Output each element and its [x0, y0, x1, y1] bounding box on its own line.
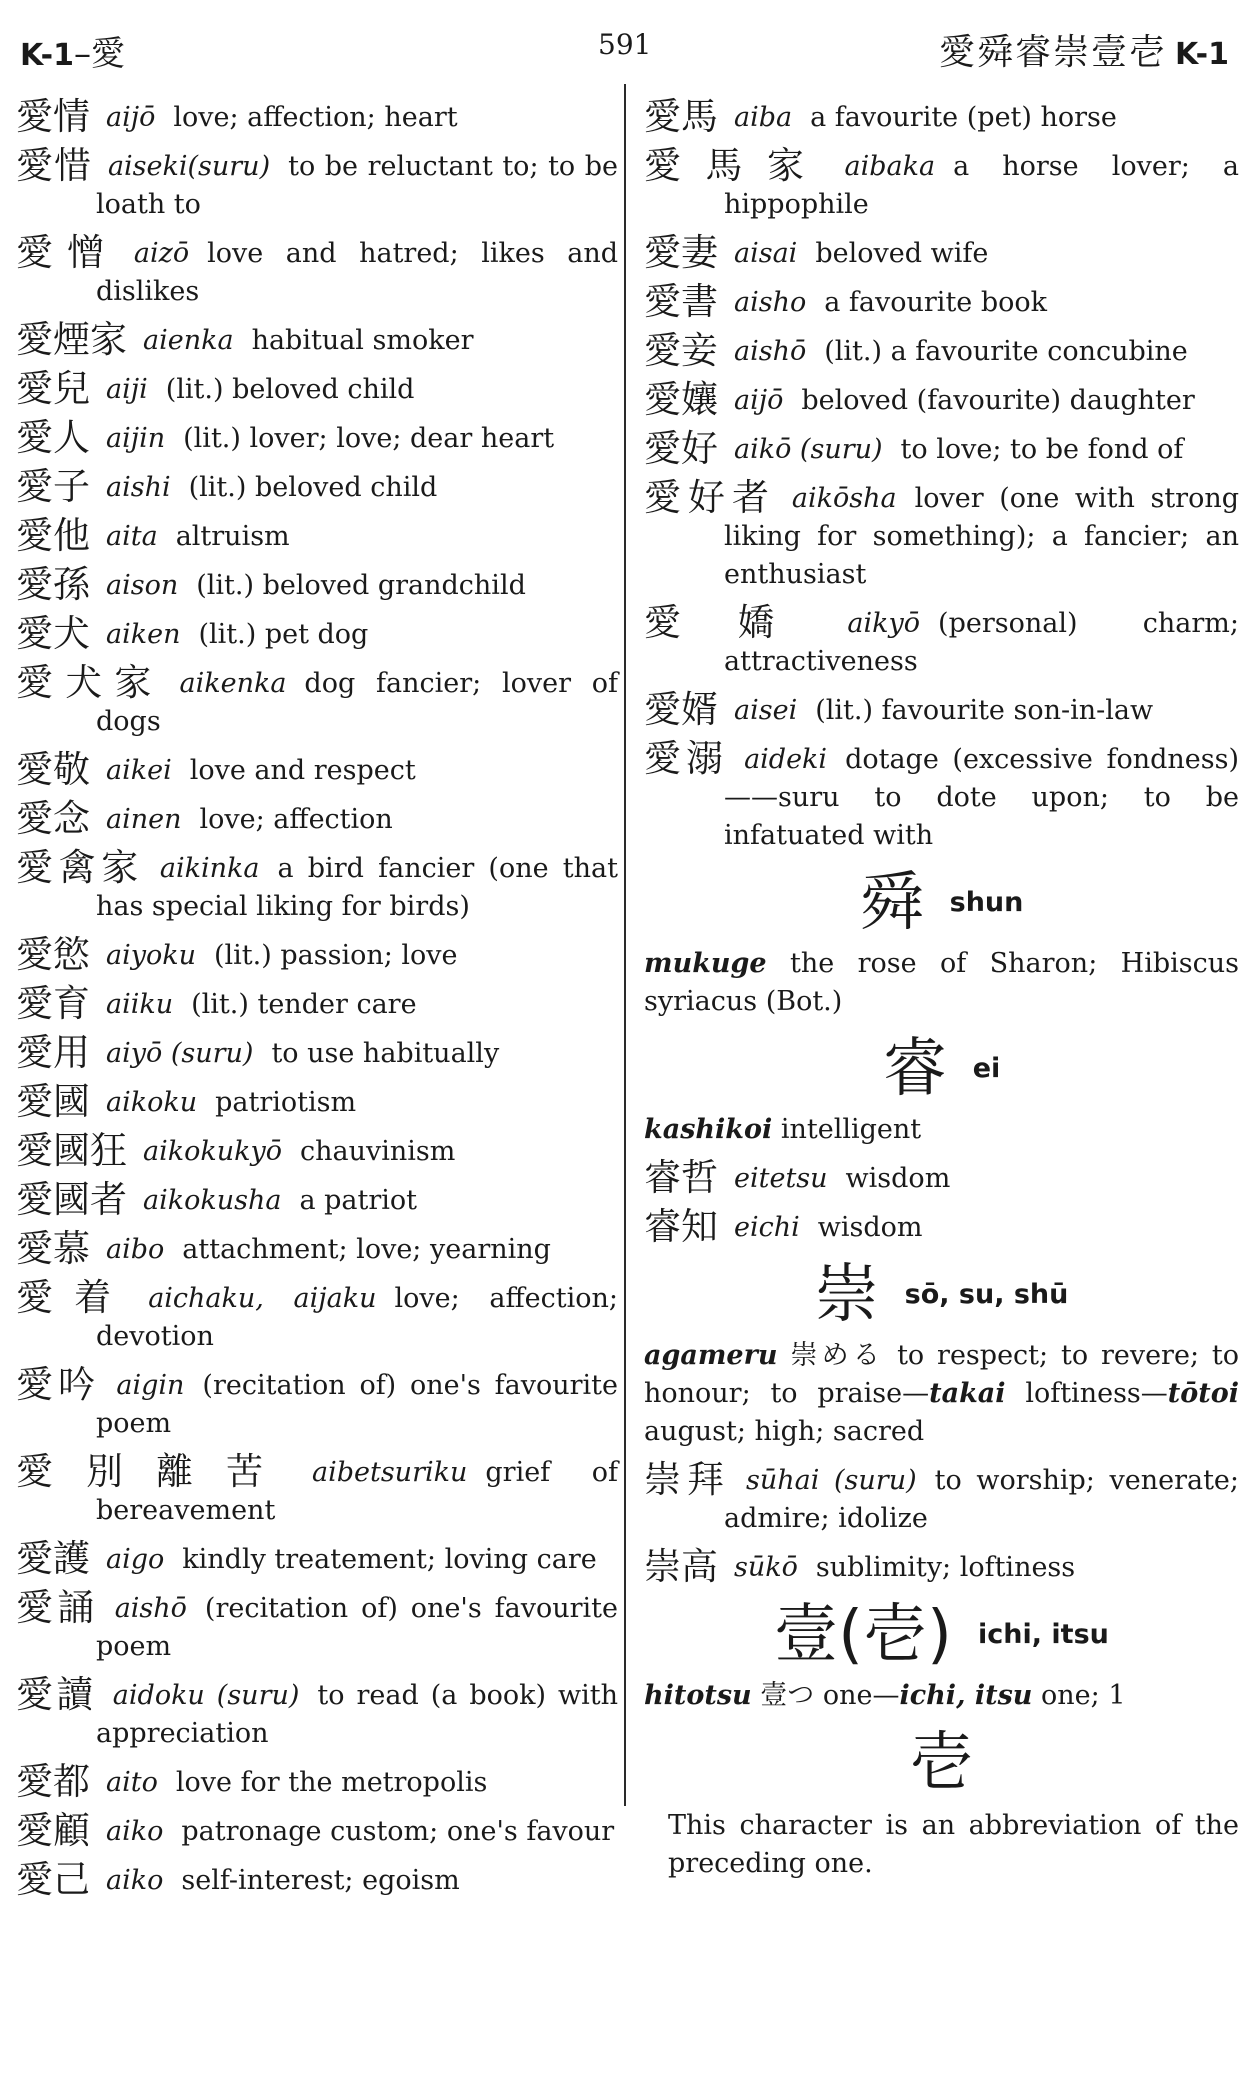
character-heading-ei [644, 1033, 1239, 1105]
entry-reading: eitetsu [734, 1163, 828, 1194]
kun-word: kashikoi [644, 1114, 773, 1145]
entry-kanji: 愛妾 [644, 329, 718, 372]
dictionary-entry [16, 748, 618, 791]
entry-kanji: 愛孃 [644, 378, 718, 421]
dictionary-entry [16, 95, 618, 138]
entry-reading: aideki [744, 744, 828, 775]
entry-kanji: 愛嬌 [644, 601, 832, 644]
entry-kanji: 愛着 [16, 1276, 133, 1319]
dictionary-entry [16, 1178, 618, 1221]
definition-text: intelligent [780, 1114, 922, 1145]
entry-reading: aikokusha [143, 1185, 282, 1216]
kun-word: hitotsu [644, 1680, 752, 1711]
page-number: 591 [598, 28, 652, 61]
dictionary-entry [644, 231, 1239, 274]
entry-definition: (lit.) beloved child [165, 374, 415, 405]
entry-definition: a horse lover; a hippophile [724, 151, 1239, 220]
entry-reading: aikō (suru) [734, 434, 883, 465]
entry-reading: aibaka [844, 151, 936, 182]
entry-reading: aishi [106, 472, 171, 503]
kun-word-kanji: 壹つ [760, 1680, 815, 1711]
entry-kanji: 愛犬家 [16, 661, 164, 704]
entry-definition: love; affection [199, 804, 393, 835]
entry-reading: aita [106, 521, 158, 552]
entry-kanji: 愛人 [16, 416, 90, 459]
entry-kanji: 愛兒 [16, 367, 90, 410]
headword-character: 睿 [882, 1032, 947, 1106]
kun-word: mukuge [644, 948, 767, 979]
dictionary-entry [644, 1156, 1239, 1199]
header-right-guide [939, 24, 1229, 75]
headword-character: 崇 [814, 1258, 879, 1332]
character-definition [644, 945, 1239, 1021]
entry-reading: aibo [106, 1234, 165, 1265]
dictionary-entry [16, 1673, 618, 1753]
entry-reading: aiko [106, 1816, 164, 1847]
entry-definition: love and respect [189, 755, 416, 786]
entry-definition: (lit.) favourite son-in-law [815, 695, 1154, 726]
dictionary-entry [16, 1858, 618, 1901]
dictionary-entry [16, 563, 618, 606]
dictionary-entry [16, 612, 618, 655]
entry-definition: to read (a book) with appreciation [96, 1680, 618, 1749]
dictionary-entry [16, 1809, 618, 1852]
kun-word: agameru [644, 1340, 778, 1371]
headword-variant: (壱) [838, 1598, 953, 1672]
entry-kanji: 愛敬 [16, 748, 90, 791]
dictionary-entry [16, 1760, 618, 1803]
entry-reading: aiyō (suru) [106, 1038, 254, 1069]
entry-kanji: 愛誦 [16, 1586, 99, 1629]
dictionary-entry [16, 416, 618, 459]
entry-definition: love and hatred; likes and dislikes [96, 238, 618, 307]
entry-definition: chauvinism [299, 1136, 456, 1167]
entry-reading: aisei [734, 695, 798, 726]
entry-definition: (lit.) lover; love; dear heart [183, 423, 555, 454]
entry-kanji: 愛孫 [16, 563, 90, 606]
entry-definition: grief of bereavement [96, 1457, 618, 1526]
entry-kanji: 愛禽家 [16, 846, 144, 889]
entry-kanji: 愛溺 [644, 737, 729, 780]
entry-reading: aizō [133, 238, 190, 269]
entry-definition: (personal) charm; attractiveness [724, 608, 1240, 677]
entry-reading: aikokukyō [143, 1136, 282, 1167]
entry-definition: love; affection; devotion [96, 1283, 618, 1352]
entry-reading: aigo [106, 1544, 165, 1575]
dictionary-entry [16, 514, 618, 557]
entry-definition: to use habitually [271, 1038, 500, 1069]
entry-definition: (lit.) passion; love [214, 940, 458, 971]
page-header [0, 0, 1257, 80]
headword-character: 舜 [859, 866, 924, 940]
entry-reading: aiseki(suru) [107, 151, 271, 182]
entry-definition: dotage (excessive fondness) ——suru to dote upon; to be infatuated with [724, 744, 1239, 851]
dictionary-entry [16, 661, 618, 741]
character-definition [644, 1111, 1239, 1149]
entry-kanji: 愛顧 [16, 1809, 90, 1852]
entry-kanji: 愛國狂 [16, 1129, 127, 1172]
entry-definition: sublimity; loftiness [815, 1552, 1076, 1583]
column-divider [624, 84, 626, 1806]
character-definition [644, 1677, 1239, 1715]
dictionary-entry [16, 1450, 618, 1530]
dictionary-entry [16, 1129, 618, 1172]
entry-reading: aijō [734, 385, 784, 416]
entry-definition: beloved (favourite) daughter [801, 385, 1195, 416]
entry-reading: aienka [143, 325, 234, 356]
definition-text-2: loftiness— [1025, 1378, 1168, 1409]
entry-definition: to worship; venerate; admire; idolize [724, 1465, 1239, 1534]
entry-kanji: 愛犬 [16, 612, 90, 655]
entry-reading: aisho [734, 287, 807, 318]
entry-kanji: 愛慾 [16, 933, 90, 976]
definition-text-3: august; high; sacred [644, 1416, 925, 1447]
entry-reading: aichaku, aijaku [148, 1283, 377, 1314]
entry-reading: sūkō [734, 1552, 798, 1583]
entry-definition: patronage custom; one's favour [181, 1816, 615, 1847]
character-heading-su [644, 1259, 1239, 1331]
dictionary-entry [16, 1276, 618, 1356]
entry-definition: a favourite book [824, 287, 1048, 318]
entry-kanji: 愛子 [16, 465, 90, 508]
entry-definition: kindly treatement; loving care [182, 1544, 597, 1575]
entry-kanji: 愛國 [16, 1080, 90, 1123]
headword-reading: shun [949, 887, 1024, 918]
entry-kanji: 愛慕 [16, 1227, 90, 1270]
entry-kanji: 愛馬 [644, 95, 718, 138]
entry-kanji: 愛馬家 [644, 144, 829, 187]
dictionary-entry [644, 688, 1239, 731]
entry-reading: aijō [106, 102, 156, 133]
entry-definition: (recitation of) one's favourite poem [96, 1593, 618, 1662]
dictionary-entry [644, 95, 1239, 138]
entry-reading: aidoku (suru) [112, 1680, 300, 1711]
entry-kanji: 睿知 [644, 1205, 718, 1248]
header-left-guide [20, 26, 125, 75]
dictionary-entry [16, 1363, 619, 1443]
entry-reading: aikei [106, 755, 172, 786]
dictionary-entry [644, 1205, 1239, 1248]
entry-reading: aiko [106, 1865, 164, 1896]
dictionary-entry [16, 933, 618, 976]
dictionary-entry [644, 280, 1239, 323]
dictionary-entry [16, 231, 618, 311]
entry-reading: aisai [734, 238, 798, 269]
character-heading-ichi [644, 1599, 1239, 1671]
entry-kanji: 愛育 [16, 982, 90, 1025]
entry-definition: habitual smoker [251, 325, 474, 356]
entry-kanji: 愛別離苦 [16, 1450, 296, 1493]
entry-definition: love for the metropolis [175, 1767, 488, 1798]
entry-kanji: 愛他 [16, 514, 90, 557]
dictionary-entry [644, 737, 1239, 855]
entry-definition: (lit.) tender care [191, 989, 417, 1020]
entry-reading: aishō [114, 1593, 187, 1624]
entry-reading: aijin [106, 423, 166, 454]
definition-text: to respect; to revere; to honour; to praise— [644, 1340, 1240, 1409]
dictionary-entry [16, 1227, 618, 1270]
dictionary-entry [16, 1586, 618, 1666]
dictionary-entry [16, 982, 618, 1025]
left-column [16, 95, 619, 1910]
entry-reading: aison [106, 570, 179, 601]
dictionary-entry [644, 427, 1239, 470]
right-column [644, 95, 1240, 1883]
entry-reading: ainen [106, 804, 182, 835]
kun-word-2: ichi, itsu [899, 1680, 1033, 1711]
entry-reading: aikinka [159, 853, 260, 884]
entry-kanji: 愛都 [16, 1760, 90, 1803]
entry-definition: (lit.) a favourite concubine [824, 336, 1188, 367]
entry-kanji: 愛書 [644, 280, 718, 323]
entry-definition: love; affection; heart [173, 102, 458, 133]
entry-definition: (recitation of) one's favourite poem [96, 1370, 619, 1439]
entry-kanji: 愛情 [16, 95, 90, 138]
abbreviation-note: This character is an abbreviation of the preceding one. [668, 1810, 1239, 1879]
dictionary-entry [16, 1537, 618, 1580]
entry-reading: aiyoku [106, 940, 196, 971]
entry-kanji: 愛吟 [16, 1363, 101, 1406]
header-left-char: 愛 [90, 34, 125, 74]
dictionary-entry [644, 1545, 1239, 1588]
dictionary-entry [16, 144, 618, 224]
entry-reading: eichi [734, 1212, 800, 1243]
header-left-sep: – [73, 34, 91, 74]
entry-definition: dog fancier; lover of dogs [96, 668, 618, 737]
entry-kanji: 愛妻 [644, 231, 718, 274]
entry-kanji: 愛好 [644, 427, 718, 470]
dictionary-entry [16, 1080, 618, 1123]
kun-word-3: tōtoi [1167, 1378, 1239, 1409]
header-left-code: K-1 [20, 38, 74, 73]
definition-text: one— [822, 1680, 900, 1711]
entry-kanji: 愛用 [16, 1031, 90, 1074]
dictionary-entry [644, 1458, 1239, 1538]
entry-definition: wisdom [817, 1212, 923, 1243]
entry-definition: wisdom [845, 1163, 951, 1194]
dictionary-entry [644, 329, 1239, 372]
entry-definition: lover (one with strong liking for something); a fancier; an enthusiast [724, 483, 1239, 590]
entry-reading: aito [106, 1767, 158, 1798]
entry-reading: aikōsha [791, 483, 897, 514]
entry-reading: aibetsuriku [311, 1457, 468, 1488]
entry-definition: patriotism [215, 1087, 357, 1118]
entry-kanji: 崇拜 [644, 1458, 731, 1501]
entry-definition: a patriot [299, 1185, 418, 1216]
entry-definition: beloved wife [815, 238, 989, 269]
entry-reading: sūhai (suru) [746, 1465, 917, 1496]
character-definition [644, 1337, 1239, 1451]
entry-definition: attachment; love; yearning [182, 1234, 551, 1265]
entry-reading: aiji [106, 374, 148, 405]
kun-word-2: takai [929, 1378, 1006, 1409]
headword-reading: sō, su, shū [904, 1279, 1069, 1310]
entry-kanji: 睿哲 [644, 1156, 718, 1199]
entry-kanji: 崇高 [644, 1545, 718, 1588]
entry-definition: a bird fancier (one that has special liking for birds) [96, 853, 618, 922]
entry-definition: altruism [175, 521, 290, 552]
character-heading-abbr [644, 1727, 1239, 1799]
entry-kanji: 愛婿 [644, 688, 718, 731]
headword-character: 壹 [774, 1598, 839, 1672]
dictionary-entry [644, 378, 1239, 421]
entry-definition: self-interest; egoism [181, 1865, 460, 1896]
headword-reading: ichi, itsu [978, 1619, 1109, 1650]
dictionary-entry [16, 1031, 618, 1074]
definition-text: the rose of Sharon; Hibiscus syriacus (Bot.) [644, 948, 1239, 1017]
entry-reading: aishō [734, 336, 807, 367]
entry-kanji: 愛讀 [16, 1673, 97, 1716]
entry-definition: (lit.) beloved grandchild [196, 570, 526, 601]
header-right-chars: 愛舜睿崇壹壱 [939, 32, 1168, 73]
entry-definition: (lit.) beloved child [188, 472, 438, 503]
headword-character: 壱 [909, 1726, 974, 1800]
entry-definition: to love; to be fond of [900, 434, 1184, 465]
entry-reading: aiiku [106, 989, 174, 1020]
headword-reading: ei [972, 1053, 1001, 1084]
dictionary-entry [16, 797, 618, 840]
entry-reading: aikoku [106, 1087, 198, 1118]
kun-word-kanji: 崇める [790, 1340, 885, 1371]
dictionary-entry [16, 465, 618, 508]
dictionary-entry [16, 846, 618, 926]
entry-kanji: 愛念 [16, 797, 90, 840]
entry-reading: aiken [106, 619, 181, 650]
entry-kanji: 愛惜 [16, 144, 92, 187]
entry-reading: aikyō [847, 608, 921, 639]
entry-reading: aigin [116, 1370, 185, 1401]
entry-definition: (lit.) pet dog [198, 619, 369, 650]
dictionary-entry [644, 476, 1239, 594]
entry-kanji: 愛護 [16, 1537, 90, 1580]
definition-text-2: one; 1 [1041, 1680, 1126, 1711]
dictionary-entry [644, 144, 1239, 224]
dictionary-entry [16, 367, 618, 410]
dictionary-entry [16, 318, 618, 361]
character-heading-shun [644, 867, 1239, 939]
entry-definition: a favourite (pet) horse [810, 102, 1117, 133]
header-right-code: K-1 [1175, 37, 1229, 72]
dictionary-entry [644, 601, 1240, 681]
entry-kanji: 愛好者 [644, 476, 776, 519]
entry-reading: aiba [734, 102, 793, 133]
entry-kanji: 愛憎 [16, 231, 118, 274]
entry-kanji: 愛國者 [16, 1178, 127, 1221]
entry-kanji: 愛煙家 [16, 318, 127, 361]
entry-reading: aikenka [179, 668, 287, 699]
entry-kanji: 愛己 [16, 1858, 90, 1901]
entry-definition: to be reluctant to; to be loath to [96, 151, 618, 220]
